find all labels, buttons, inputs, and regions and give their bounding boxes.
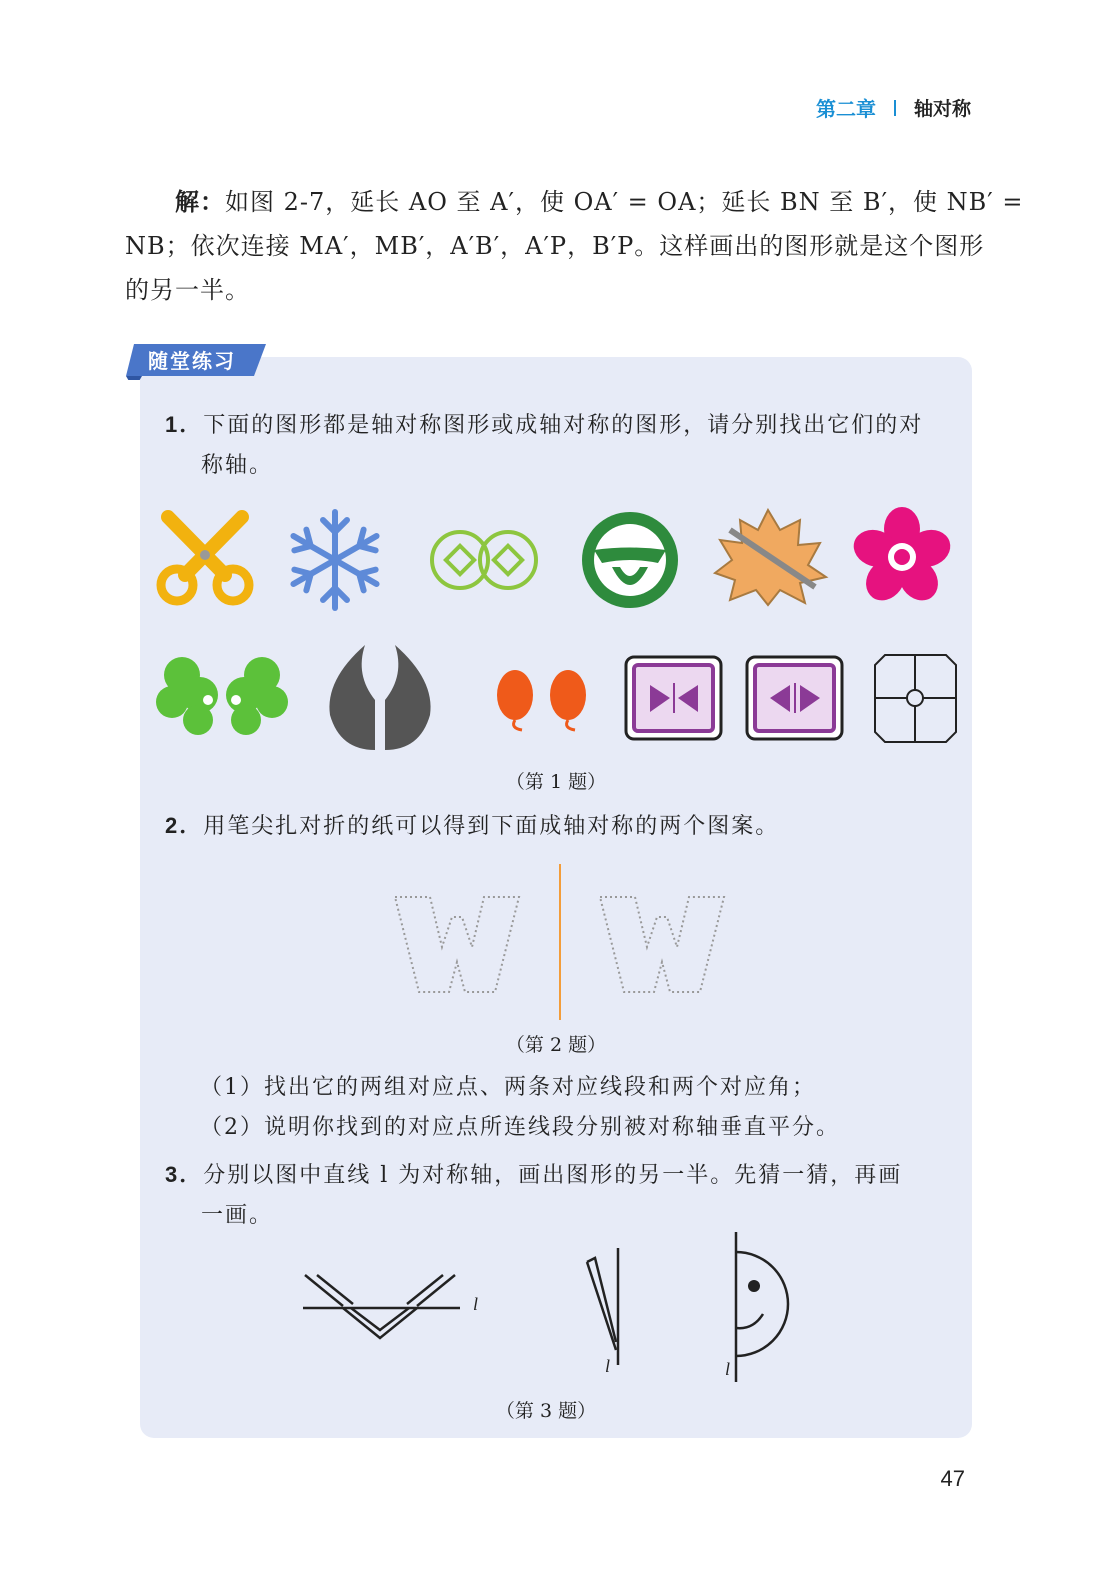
question-2-sub-1: （1）找出它的两组对应点、两条对应线段和两个对应角； (200, 1075, 816, 1100)
question-2-text: 用笔尖扎对折的纸可以得到下面成轴对称的两个图案。 (203, 814, 780, 839)
q3-axis-label-3: l (725, 1359, 731, 1379)
q2-figure (390, 862, 735, 1022)
question-1-line-1: 下面的图形都是轴对称图形或成轴对称的图形，请分别找出它们的对 (203, 413, 924, 438)
coins-icon (432, 532, 536, 588)
solution-line-2: NB；依次连接 MA′，MB′，A′B′，A′P，B′P。这样画出的图形就是这个图形 (125, 232, 985, 260)
question-1-line-2: 称轴。 (201, 453, 274, 478)
header-divider (894, 100, 896, 116)
tile-pattern-icon (875, 655, 956, 742)
page-number: 47 (940, 1466, 965, 1491)
question-1 (165, 405, 965, 486)
q3-figure-half-face (736, 1232, 788, 1382)
bowtie-button-icon (626, 657, 721, 739)
chapter-title: 轴对称 (913, 98, 971, 120)
q3-figure-v-shape (303, 1275, 460, 1338)
balloons-icon (497, 670, 586, 730)
q1-figures-row-2 (150, 640, 970, 755)
question-2-subparts (200, 1068, 970, 1148)
q1-figures-row-1 (150, 505, 970, 620)
question-1-number: 1． (165, 412, 204, 437)
practice-tag-label: 随堂练习 (148, 349, 236, 373)
maple-leaf-icon (715, 510, 826, 605)
question-3-line-1: 分别以图中直线 l 为对称轴，画出图形的另一半。先猜一猜，再画 (203, 1163, 903, 1188)
green-food-logo-icon (582, 512, 678, 608)
chapter-label: 第二章 (815, 97, 876, 121)
solution-label: 解： (175, 187, 225, 216)
page-header (816, 93, 971, 122)
question-2-caption: （第 2 题） (505, 1034, 607, 1056)
q3-figures (295, 1230, 805, 1385)
question-2-sub-2: （2）说明你找到的对应点所连线段分别被对称轴垂直平分。 (200, 1115, 840, 1140)
dotted-w-right (600, 897, 724, 992)
solution-line-3: 的另一半。 (125, 276, 250, 304)
question-3-line-2: 一画。 (201, 1203, 274, 1228)
question-2 (165, 806, 965, 847)
question-3-caption: （第 3 题） (495, 1400, 597, 1422)
dotted-w-left (395, 897, 519, 992)
q3-axis-label-1: l (473, 1294, 479, 1314)
clover-leaves-icon (156, 657, 288, 735)
scissors-icon (161, 517, 249, 601)
solution-line-1: 如图 2-7，延长 AO 至 A′，使 OA′ = OA；延长 BN 至 B′，使 NB′ = (225, 188, 1024, 216)
question-3 (165, 1155, 965, 1236)
dark-shield-icon (329, 645, 430, 750)
question-1-caption: （第 1 题） (505, 771, 607, 793)
q3-figure-strip (587, 1248, 618, 1365)
q3-axis-label-2: l (605, 1356, 611, 1376)
snowflake-icon (287, 512, 382, 608)
pink-flower-icon (849, 507, 955, 608)
solution-paragraph (125, 180, 1024, 312)
arrows-button-icon (747, 657, 842, 739)
question-3-number: 3． (165, 1162, 204, 1187)
question-2-number: 2． (165, 813, 204, 838)
